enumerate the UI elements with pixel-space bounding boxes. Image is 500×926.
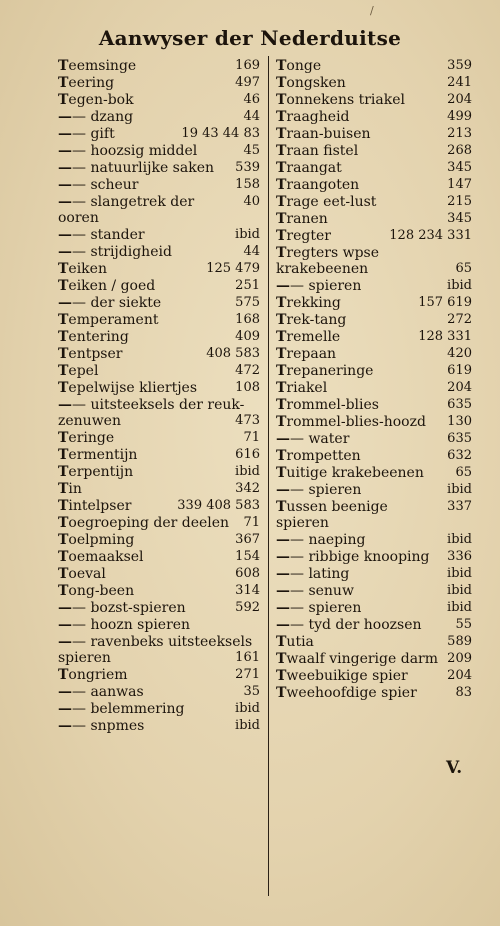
entry-term: Tegen-bok <box>58 92 134 108</box>
entry-pages: 168 <box>235 312 260 327</box>
index-entry <box>276 617 472 633</box>
index-entry <box>58 75 260 91</box>
entry-term: —— spieren <box>276 278 362 294</box>
entry-pages: 499 <box>447 109 472 124</box>
entry-pages: ibid <box>235 464 260 479</box>
entry-pages: 125 479 <box>206 261 260 276</box>
index-entry <box>58 177 260 193</box>
entry-pages: 367 <box>235 532 260 547</box>
entry-pages: 213 <box>447 126 472 141</box>
index-entry <box>58 363 260 379</box>
entry-term: Trommel-blies-hoozd <box>276 414 426 430</box>
entry-term: Tong-been <box>58 583 135 599</box>
entry-term: Teringe <box>58 430 115 446</box>
index-entry <box>276 143 472 159</box>
entry-pages: 272 <box>447 312 472 327</box>
index-entry <box>276 228 472 244</box>
index-entry <box>58 143 260 159</box>
entry-term: Traangoten <box>276 177 360 193</box>
entry-term: —— belemmering <box>58 701 185 717</box>
index-entry <box>58 194 260 226</box>
entry-term: —— lating <box>276 566 350 582</box>
entry-term: —— snpmes <box>58 718 145 734</box>
index-entry <box>276 363 472 379</box>
entry-term: Toemaaksel <box>58 549 144 565</box>
index-entry <box>58 634 260 666</box>
entry-term: —— naeping <box>276 532 366 548</box>
entry-term: Teering <box>58 75 115 91</box>
entry-term: Traagheid <box>276 109 350 125</box>
entry-term: —— spieren <box>276 600 362 616</box>
entry-pages: 71 <box>243 515 260 530</box>
entry-term: Terpentijn <box>58 464 134 480</box>
entry-pages: 619 <box>447 363 472 378</box>
entry-pages: ibid <box>235 227 260 242</box>
right-index-column <box>276 58 472 702</box>
index-entry <box>58 244 260 260</box>
index-entry <box>58 515 260 531</box>
entry-pages: 65 <box>455 465 472 480</box>
entry-term: —— gift <box>58 126 115 142</box>
entry-pages: 209 <box>447 651 472 666</box>
index-entry <box>58 701 260 717</box>
entry-term: Trekking <box>276 295 341 311</box>
entry-term: Tepel <box>58 363 99 379</box>
entry-pages: 472 <box>235 363 260 378</box>
entry-pages: 616 <box>235 447 260 462</box>
entry-pages: 342 <box>235 481 260 496</box>
entry-pages: 473 <box>235 413 260 428</box>
entry-pages: 345 <box>447 160 472 175</box>
index-entry <box>58 566 260 582</box>
entry-term: —— slangetrek der ooren <box>58 194 199 226</box>
page-header: Aanwyser der Nederduitse <box>98 26 402 50</box>
entry-term: Traan fistel <box>276 143 359 159</box>
catchword: V. <box>446 758 463 778</box>
entry-term: Tonge <box>276 58 322 74</box>
entry-pages: 336 <box>447 549 472 564</box>
index-entry <box>276 465 472 481</box>
index-entry <box>58 261 260 277</box>
entry-pages: 130 <box>447 414 472 429</box>
entry-pages: 241 <box>447 75 472 90</box>
index-entry <box>276 566 472 582</box>
index-entry <box>276 414 472 430</box>
index-entry <box>58 617 260 633</box>
entry-term: Tremelle <box>276 329 341 345</box>
entry-pages: 154 <box>235 549 260 564</box>
entry-term: Trepaan <box>276 346 337 362</box>
entry-term: Tepelwijse kliertjes <box>58 380 198 396</box>
column-divider <box>268 56 269 896</box>
entry-term: Toeval <box>58 566 106 582</box>
entry-pages: ibid <box>447 482 472 497</box>
index-entry <box>58 600 260 616</box>
index-entry <box>276 668 472 684</box>
entry-term: —— uitsteeksels der reuk-zenuwen <box>58 397 245 429</box>
entry-pages: ibid <box>235 701 260 716</box>
index-entry <box>276 211 472 227</box>
entry-term: —— spieren <box>276 482 362 498</box>
entry-term: Tongsken <box>276 75 346 91</box>
entry-pages: ibid <box>447 566 472 581</box>
entry-term: Triakel <box>276 380 328 396</box>
index-entry <box>58 346 260 362</box>
index-entry <box>58 397 260 429</box>
index-entry <box>276 194 472 210</box>
entry-term: Tongriem <box>58 667 128 683</box>
entry-pages: 497 <box>235 75 260 90</box>
index-entry <box>276 380 472 396</box>
entry-term: —— senuw <box>276 583 354 599</box>
index-entry <box>276 499 472 531</box>
entry-pages: 44 <box>243 109 260 124</box>
index-entry <box>276 634 472 650</box>
entry-pages: 268 <box>447 143 472 158</box>
entry-pages: 204 <box>447 668 472 683</box>
index-entry <box>276 532 472 548</box>
entry-term: —— aanwas <box>58 684 144 700</box>
entry-pages: ibid <box>235 718 260 733</box>
index-entry <box>276 177 472 193</box>
index-entry <box>276 109 472 125</box>
entry-term: —— bozst-spieren <box>58 600 186 616</box>
index-entry <box>58 464 260 480</box>
index-entry <box>276 58 472 74</box>
entry-pages: 314 <box>235 583 260 598</box>
left-index-column <box>58 58 260 735</box>
entry-pages: 71 <box>243 430 260 445</box>
entry-term: Termentijn <box>58 447 138 463</box>
index-entry <box>276 549 472 565</box>
entry-term: —— tyd der hoozsen <box>276 617 422 633</box>
entry-term: Tutia <box>276 634 314 650</box>
index-entry <box>58 126 260 142</box>
index-entry <box>58 583 260 599</box>
index-entry <box>58 718 260 734</box>
index-entry <box>276 92 472 108</box>
entry-term: Trommel-blies <box>276 397 379 413</box>
entry-term: Teiken / goed <box>58 278 156 294</box>
index-entry <box>58 667 260 683</box>
index-entry <box>58 481 260 497</box>
entry-term: Tregter <box>276 228 331 244</box>
entry-pages: 83 <box>455 685 472 700</box>
index-entry <box>276 346 472 362</box>
entry-pages: 420 <box>447 346 472 361</box>
index-entry <box>276 685 472 701</box>
entry-term: Tintelpser <box>58 498 132 514</box>
entry-pages: 108 <box>235 380 260 395</box>
entry-pages: 409 <box>235 329 260 344</box>
entry-pages: 204 <box>447 380 472 395</box>
entry-term: —— scheur <box>58 177 139 193</box>
entry-term: Toegroeping der deelen <box>58 515 230 531</box>
index-entry <box>276 583 472 599</box>
entry-pages: ibid <box>447 278 472 293</box>
entry-term: Tweehoofdige spier <box>276 685 417 701</box>
index-entry <box>58 109 260 125</box>
index-entry <box>276 397 472 413</box>
index-entry <box>276 278 472 294</box>
index-entry <box>58 329 260 345</box>
entry-term: —— natuurlijke saken <box>58 160 214 176</box>
index-entry <box>58 160 260 176</box>
entry-pages: ibid <box>447 600 472 615</box>
entry-pages: 161 <box>235 650 260 665</box>
index-entry <box>58 380 260 396</box>
entry-term: Temperament <box>58 312 159 328</box>
entry-term: —— ravenbeks uitsteeksels spieren <box>58 634 257 666</box>
index-entry <box>276 160 472 176</box>
entry-pages: 589 <box>447 634 472 649</box>
entry-pages: 204 <box>447 92 472 107</box>
entry-pages: 345 <box>447 211 472 226</box>
index-entry <box>276 295 472 311</box>
entry-pages: 45 <box>243 143 260 158</box>
entry-term: Trepaneringe <box>276 363 374 379</box>
entry-pages: 271 <box>235 667 260 682</box>
entry-pages: 128 331 <box>418 329 472 344</box>
entry-pages: 632 <box>447 448 472 463</box>
index-entry <box>276 329 472 345</box>
entry-term: Tonnekens triakel <box>276 92 405 108</box>
entry-pages: 359 <box>447 58 472 73</box>
index-entry <box>276 482 472 498</box>
index-entry <box>276 448 472 464</box>
entry-pages: 575 <box>235 295 260 310</box>
index-entry <box>58 278 260 294</box>
entry-pages: 158 <box>235 177 260 192</box>
entry-pages: 635 <box>447 397 472 412</box>
index-entry <box>276 431 472 447</box>
index-entry <box>58 498 260 514</box>
index-entry <box>276 126 472 142</box>
index-entry <box>58 684 260 700</box>
entry-term: Trek-tang <box>276 312 347 328</box>
entry-pages: 339 408 583 <box>177 498 260 513</box>
index-entry <box>276 245 472 277</box>
entry-term: Teiken <box>58 261 107 277</box>
index-entry <box>58 295 260 311</box>
entry-pages: 169 <box>235 58 260 73</box>
entry-pages: ibid <box>447 583 472 598</box>
entry-term: Traangat <box>276 160 342 176</box>
index-entry <box>276 312 472 328</box>
entry-pages: 608 <box>235 566 260 581</box>
entry-term: Traan-buisen <box>276 126 371 142</box>
entry-term: Teemsinge <box>58 58 137 74</box>
entry-term: —— dzang <box>58 109 134 125</box>
entry-term: —— stander <box>58 227 145 243</box>
entry-term: Tranen <box>276 211 328 227</box>
index-entry <box>276 600 472 616</box>
index-entry <box>58 549 260 565</box>
index-entry <box>276 75 472 91</box>
entry-term: Tentering <box>58 329 129 345</box>
index-entry <box>58 227 260 243</box>
entry-pages: 19 43 44 83 <box>181 126 260 141</box>
entry-pages: 251 <box>235 278 260 293</box>
index-entry <box>58 532 260 548</box>
index-entry <box>276 651 472 667</box>
entry-pages: 35 <box>243 684 260 699</box>
entry-term: Tuitige krakebeenen <box>276 465 424 481</box>
entry-term: Tregters wpse krakebeenen <box>276 245 384 277</box>
entry-pages: 157 619 <box>418 295 472 310</box>
entry-term: —— hoozsig middel <box>58 143 198 159</box>
entry-term: Tin <box>58 481 82 497</box>
entry-pages: 215 <box>447 194 472 209</box>
entry-term: Twaalf vingerige darm <box>276 651 439 667</box>
entry-term: —— strijdigheid <box>58 244 172 260</box>
entry-pages: 65 <box>455 261 472 276</box>
index-entry <box>58 447 260 463</box>
entry-pages: ibid <box>447 532 472 547</box>
entry-term: Toelpming <box>58 532 135 548</box>
entry-term: Tweebuikige spier <box>276 668 408 684</box>
entry-pages: 40 <box>243 194 260 209</box>
entry-term: —— water <box>276 431 350 447</box>
entry-pages: 55 <box>455 617 472 632</box>
index-entry <box>58 430 260 446</box>
entry-term: Tussen beenige spieren <box>276 499 393 531</box>
entry-pages: 147 <box>447 177 472 192</box>
entry-term: Trompetten <box>276 448 361 464</box>
entry-term: —— ribbige knooping <box>276 549 430 565</box>
entry-pages: 337 <box>447 499 472 514</box>
entry-term: Tentpser <box>58 346 123 362</box>
entry-pages: 46 <box>243 92 260 107</box>
entry-pages: 635 <box>447 431 472 446</box>
entry-term: Trage eet-lust <box>276 194 377 210</box>
entry-pages: 408 583 <box>206 346 260 361</box>
index-entry <box>58 58 260 74</box>
entry-pages: 44 <box>243 244 260 259</box>
index-entry <box>58 92 260 108</box>
entry-term: —— der siekte <box>58 295 162 311</box>
entry-pages: 592 <box>235 600 260 615</box>
entry-pages: 128 234 331 <box>389 228 472 243</box>
entry-term: —— hoozn spieren <box>58 617 191 633</box>
index-entry <box>58 312 260 328</box>
page-top-mark: / <box>370 4 374 17</box>
entry-pages: 539 <box>235 160 260 175</box>
